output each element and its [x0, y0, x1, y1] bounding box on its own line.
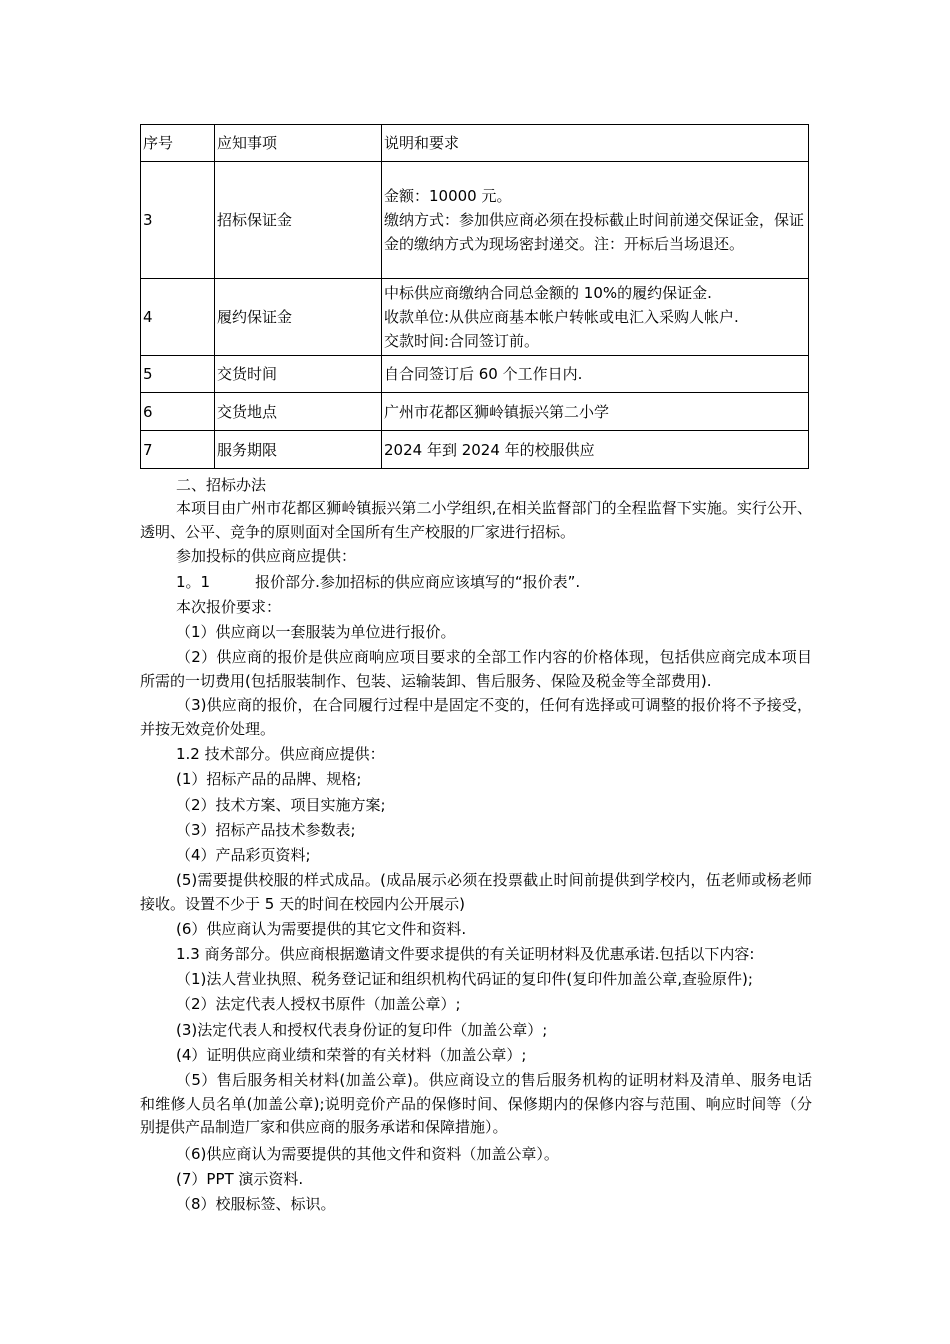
table-row — [141, 356, 809, 393]
desc-line: 交款时间:合同签订前。 — [384, 332, 540, 350]
paragraph: 本次报价要求： — [176, 598, 282, 616]
row-item: 交货时间 — [215, 356, 382, 393]
list-item: （2）技术方案、项目实施方案; — [176, 796, 386, 814]
list-item: (3)法定代表人和授权代表身份证的复印件（加盖公章）; — [176, 1021, 548, 1039]
list-item: （1）供应商以一套服装为单位进行报价。 — [176, 623, 456, 641]
list-item: （8）校服标签、标识。 — [176, 1195, 336, 1213]
row-item: 交货地点 — [215, 393, 382, 431]
list-item: （4）产品彩页资料; — [176, 846, 311, 864]
header-cell-desc: 说明和要求 — [382, 125, 809, 162]
desc-line: 金额：10000 元。 — [384, 187, 512, 205]
row-number: 3 — [141, 162, 215, 279]
list-item: （3)供应商的报价，在合同履行过程中是固定不变的，任何有选择或可调整的报价将不予接受，并按无效竞价处理。 — [140, 696, 812, 738]
list-item: （6)供应商认为需要提供的其他文件和资料（加盖公章）。 — [176, 1145, 559, 1163]
section-subheading: 1.3 商务部分。供应商根据邀请文件要求提供的有关证明材料及优惠承诺.包括以下内容: — [176, 945, 755, 963]
table-row — [141, 431, 809, 469]
row-description — [382, 162, 809, 279]
list-item: (1）招标产品的品牌、规格; — [176, 770, 362, 788]
list-item: (4）证明供应商业绩和荣誉的有关材料（加盖公章）; — [176, 1046, 527, 1064]
list-item: （2）法定代表人授权书原件（加盖公章）; — [176, 995, 461, 1013]
header-cell-item: 应知事项 — [215, 125, 382, 162]
table-row — [141, 279, 809, 356]
desc-line: 缴纳方式：参加供应商必须在投标截止时间前递交保证金，保证金的缴纳方式为现场密封递交。注：开标后当场退还。 — [384, 211, 805, 253]
list-item: （5）售后服务相关材料(加盖公章)。供应商设立的售后服务机构的证明材料及清单、服务电话和维修人员名单(加盖公章);说明竞价产品的保修时间、保修期内的保修内容与范围、响应时间等（分别提供产品制造厂家和供应商的服务承诺和保障措施）。 — [140, 1071, 812, 1137]
row-number: 7 — [141, 431, 215, 469]
desc-line: 收款单位:从供应商基本帐户转帐或电汇入采购人帐户. — [384, 308, 739, 326]
row-item: 服务期限 — [215, 431, 382, 469]
desc-line: 中标供应商缴纳合同总金额的 10%的履约保证金. — [384, 284, 712, 302]
table-header-row — [141, 125, 809, 162]
row-description: 广州市花都区狮岭镇振兴第二小学 — [382, 393, 809, 431]
row-description: 自合同签订后 60 个工作日内. — [382, 356, 809, 393]
list-item: (7）PPT 演示资料. — [176, 1170, 304, 1188]
list-item: （3）招标产品技术参数表; — [176, 821, 356, 839]
list-item: (5)需要提供校服的样式成品。(成品展示必须在投票截止时间前提供到学校内，伍老师或杨老师接收。设置不少于 5 天的时间在校园内公开展示) — [140, 871, 812, 913]
row-item: 履约保证金 — [215, 279, 382, 356]
requirements-table — [140, 124, 809, 469]
list-item: (6）供应商认为需要提供的其它文件和资料. — [176, 920, 467, 938]
section-heading: 二、招标办法 — [176, 476, 267, 494]
row-number: 4 — [141, 279, 215, 356]
section-subheading: 1.2 技术部分。供应商应提供： — [176, 745, 385, 763]
paragraph: 本项目由广州市花都区狮岭镇振兴第二小学组织,在相关监督部门的全程监督下实施。实行公开、透明、公平、竞争的原则面对全国所有生产校服的厂家进行招标。 — [140, 499, 812, 541]
row-number: 5 — [141, 356, 215, 393]
table-row — [141, 393, 809, 431]
row-description — [382, 279, 809, 356]
row-number: 6 — [141, 393, 215, 431]
row-item: 招标保证金 — [215, 162, 382, 279]
list-item: （2）供应商的报价是供应商响应项目要求的全部工作内容的价格体现，包括供应商完成本项目所需的一切费用(包括服装制作、包装、运输装卸、售后服务、保险及税金等全部费用). — [140, 648, 812, 690]
row-description: 2024 年到 2024 年的校服供应 — [382, 431, 809, 469]
header-cell-no: 序号 — [141, 125, 215, 162]
table-row — [141, 162, 809, 279]
paragraph: 1。1 报价部分.参加招标的供应商应该填写的“报价表”. — [176, 573, 581, 591]
paragraph: 参加投标的供应商应提供： — [176, 547, 357, 565]
list-item: （1)法人营业执照、税务登记证和组织机构代码证的复印件(复印件加盖公章,查验原件); — [176, 970, 753, 988]
